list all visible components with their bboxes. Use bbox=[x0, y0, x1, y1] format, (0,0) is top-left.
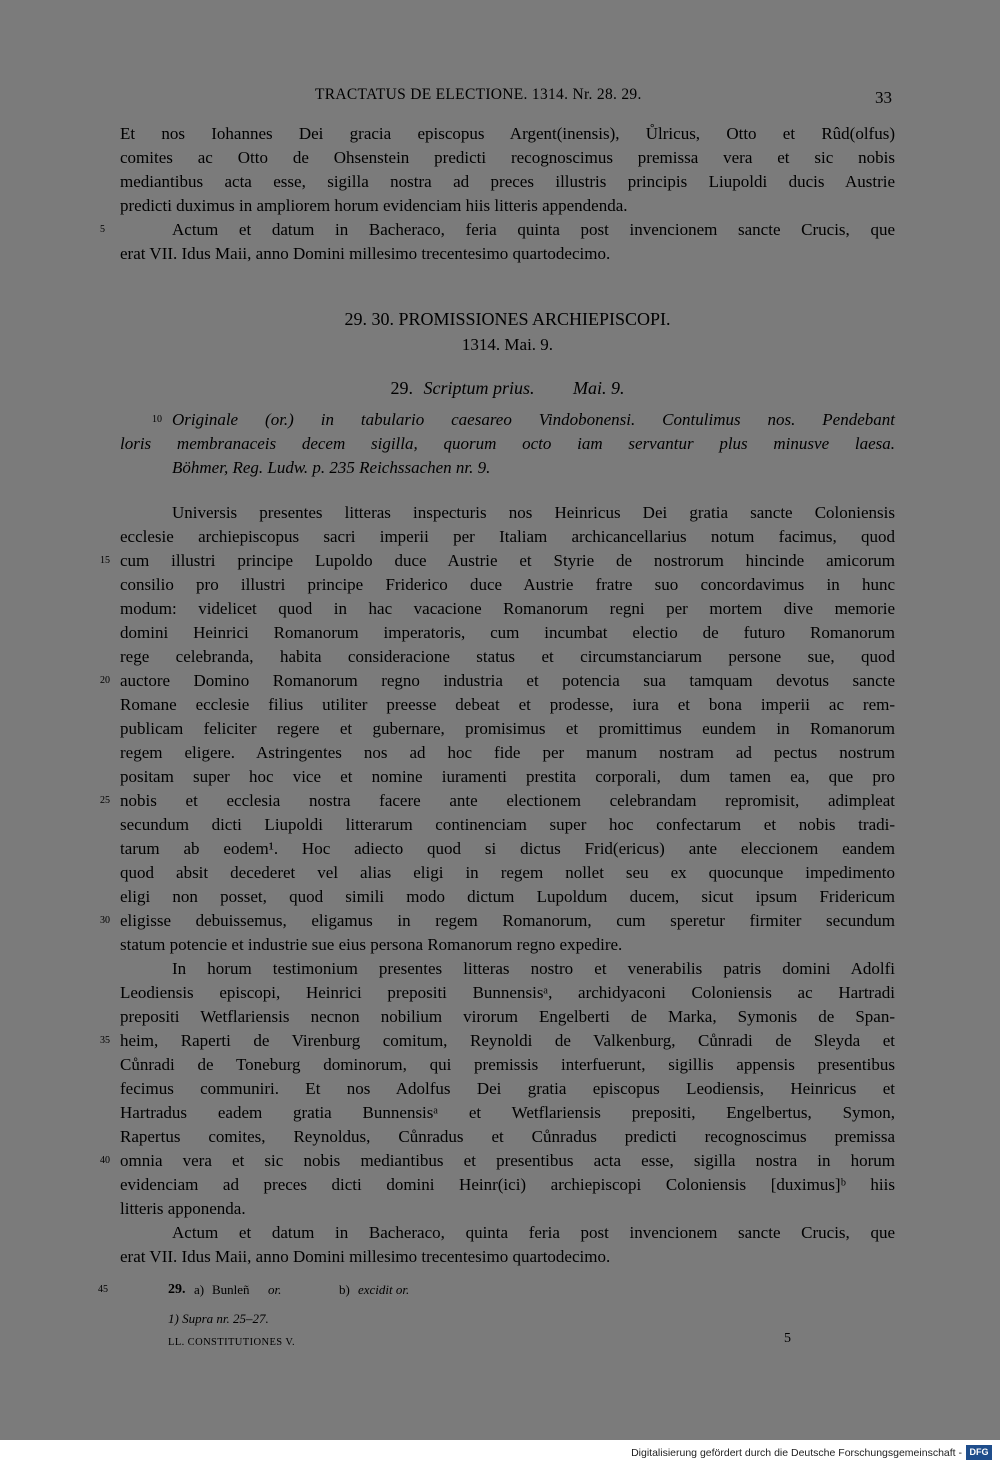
document-heading-text: Scriptum prius. bbox=[423, 378, 535, 398]
line-number: 30 bbox=[100, 915, 110, 926]
text-line-content: omnia vera et sic nobis mediantibus et presentibus acta esse, sigilla nostra in horum bbox=[120, 1151, 895, 1170]
text-line: regem eligere. Astringentes nos ad hoc fide per manum nostram ad pectus nostrum bbox=[120, 743, 895, 762]
text-line bbox=[100, 909, 895, 933]
text-line-content: heim, Raperti de Virenburg comitum, Reynoldi de Valkenburg, Cůnradi de Sleyda et bbox=[120, 1031, 895, 1050]
text-line: secundum dicti Liupoldi litterarum continenciam super hoc confectarum et nobis tradi- bbox=[120, 815, 895, 834]
text-line: domini Heinrici Romanorum imperatoris, cum incumbat electio de futuro Romanorum bbox=[120, 623, 895, 642]
text-line: Universis presentes litteras inspecturis nos Heinricus Dei gratia sancte Coloniensis bbox=[172, 503, 895, 522]
text-line-content: auctore Domino Romanorum regno industria et potencia sua tamquam devotus sancte bbox=[120, 671, 895, 690]
apparatus-a-text: Bunleñ bbox=[212, 1282, 250, 1297]
apparatus-a-source: or. bbox=[268, 1282, 282, 1297]
text-line: evidenciam ad preces dicti domini Heinr(ici) archiepiscopi Coloniensis [duximus]ᵇ hiis bbox=[120, 1175, 895, 1194]
text-line: Romane ecclesie filius utiliter preesse debeat et prodesse, iura et bona imperii ac rem- bbox=[120, 695, 895, 714]
running-header bbox=[118, 86, 898, 112]
text-line: Cůnradi de Toneburg dominorum, qui premissis interfuerunt, sigillis appensis presentibus bbox=[120, 1055, 895, 1074]
text-line: rege celebranda, habita consideracione status et circumstanciarum persone sue, quod bbox=[120, 647, 895, 666]
text-line-content: Originale (or.) in tabulario caesareo Vindobonensi. Contulimus nos. Pendebant bbox=[172, 410, 895, 429]
text-line bbox=[100, 549, 895, 573]
text-line: Hartradus eadem gratia Bunnensisᵃ et Wetflariensis prepositi, Engelbertus, Symon, bbox=[120, 1103, 895, 1122]
page-number: 33 bbox=[875, 88, 892, 107]
text-line: prepositi Wetflariensis necnon nobilium virorum Engelberti de Marka, Symonis de Span- bbox=[120, 1007, 895, 1026]
section-date: 1314. Mai. 9. bbox=[461, 335, 554, 354]
line-number: 35 bbox=[100, 1035, 110, 1046]
text-line: consilio pro illustri principe Friderico duce Austrie fratre suo concordavimus in hunc bbox=[120, 575, 895, 594]
text-line: mediantibus acta esse, sigilla nostra ad preces illustris principis Liupoldi ducis Austrie bbox=[120, 172, 895, 191]
document-body bbox=[100, 501, 895, 1269]
text-line bbox=[120, 408, 895, 432]
text-line: positam super hoc vice et nomine iuramenti prestita corporali, dum tamen ea, que pro bbox=[120, 767, 895, 786]
line-number: 20 bbox=[100, 675, 110, 686]
apparatus-number: 29. bbox=[168, 1282, 186, 1297]
text-line: fecimus communiri. Et nos Adolfus Dei gratia episcopus Leodiensis, Heinricus et bbox=[120, 1079, 895, 1098]
sheet-number: 5 bbox=[784, 1331, 791, 1346]
footnote-1: 1) Supra nr. 25–27. bbox=[168, 1311, 269, 1326]
text-line: Leodiensis episcopi, Heinrici prepositi Bunnensisᵃ, archidyaconi Coloniensis ac Hartradi bbox=[120, 983, 895, 1002]
document-heading bbox=[120, 378, 895, 399]
source-note bbox=[120, 408, 895, 480]
apparatus-b-text: excidit or. bbox=[358, 1282, 410, 1297]
line-number: 10 bbox=[152, 414, 162, 425]
text-line: predicti duximus in ampliorem horum evidenciam hiis litteris appendenda. bbox=[120, 196, 628, 215]
text-line: comites ac Otto de Ohsenstein predicti recognoscimus premissa vera et sic nobis bbox=[120, 148, 895, 167]
text-line: erat VII. Idus Maii, anno Domini millesimo trecentesimo quartodecimo. bbox=[120, 244, 611, 263]
line-number: 15 bbox=[100, 555, 110, 566]
text-line bbox=[100, 1029, 895, 1053]
text-line: tarum ab eodem¹. Hoc adiecto quod si dictus Frid(ericus) ante eleccionem eandem bbox=[120, 839, 895, 858]
text-line-content: eligisse debuissemus, eligamus in regem Romanorum, cum speretur firmiter secundum bbox=[120, 911, 895, 930]
text-line: publicam feliciter regere et gubernare, promisimus et promittimus eundem in Romanorum bbox=[120, 719, 895, 738]
text-line: erat VII. Idus Maii, anno Domini millesimo trecentesimo quartodecimo. bbox=[120, 1247, 611, 1266]
text-line: Actum et datum in Bacheraco, quinta feria post invencionem sancte Crucis, que bbox=[172, 1223, 895, 1242]
digitization-footer bbox=[0, 1440, 1000, 1467]
text-line: Et nos Iohannes Dei gracia episcopus Argent(inensis), Ůlricus, Otto et Rûd(olfus) bbox=[120, 124, 895, 143]
text-line: litteris apponenda. bbox=[120, 1199, 246, 1218]
text-line-content: nobis et ecclesia nostra facere ante electionem celebrandam repromisit, adimpleat bbox=[120, 791, 895, 810]
text-line-content: cum illustri principe Lupoldo duce Austrie et Styrie de nostrorum hincinde amicorum bbox=[120, 551, 895, 570]
text-line-content: Actum et datum in Bacheraco, feria quinta post invencionem sancte Crucis, que bbox=[172, 220, 895, 239]
text-line: modum: videlicet quod in hac vacacione Romanorum regni per mortem dive memorie bbox=[120, 599, 895, 618]
text-line: quod absit decederet vel alias eligi in regem nollet seu ex quocunque impedimento bbox=[120, 863, 895, 882]
line-number: 5 bbox=[100, 224, 105, 235]
document-number: 29. bbox=[390, 378, 413, 398]
text-line: statum potencie et industrie sue eius persona Romanorum regno expedire. bbox=[120, 935, 623, 954]
text-line: eligi non posset, quod simili modo dictum Lupoldum ducem, sicut ipsum Fridericum bbox=[120, 887, 895, 906]
running-title: TRACTATUS DE ELECTIONE. 1314. Nr. 28. 29. bbox=[315, 86, 642, 103]
volume-signature: LL. CONSTITUTIONES V. bbox=[168, 1337, 296, 1348]
apparatus-a-mark: a) bbox=[194, 1282, 205, 1297]
line-number: 25 bbox=[100, 795, 110, 806]
text-line bbox=[100, 789, 895, 813]
line-number: 45 bbox=[98, 1284, 108, 1295]
apparatus-b-mark: b) bbox=[339, 1282, 350, 1297]
funding-credit: Digitalisierung gefördert durch die Deutsche Forschungsgemeinschaft - bbox=[631, 1447, 962, 1459]
intro-paragraph bbox=[100, 122, 895, 266]
section-title: 29. 30. PROMISSIONES ARCHIEPISCOPI. bbox=[344, 309, 671, 329]
text-line bbox=[100, 1149, 895, 1173]
document-heading-date: Mai. 9. bbox=[573, 378, 625, 398]
line-number: 40 bbox=[100, 1155, 110, 1166]
text-line bbox=[100, 218, 895, 242]
dfg-logo: DFG bbox=[966, 1445, 992, 1460]
text-line: In horum testimonium presentes litteras nostro et venerabilis patris domini Adolfi bbox=[172, 959, 895, 978]
text-line: loris membranaceis decem sigilla, quorum octo iam servantur plus minusve laesa. bbox=[120, 434, 895, 453]
bibliography-line: Böhmer, Reg. Ludw. p. 235 Reichssachen nr. 9. bbox=[172, 458, 491, 477]
text-line: Rapertus comites, Reynoldus, Cůnradus et Cůnradus predicti recognoscimus premissa bbox=[120, 1127, 895, 1146]
text-line: ecclesie archiepiscopus sacri imperii per Italiam archicancellarius notum facimus, quod bbox=[120, 527, 895, 546]
text-line bbox=[100, 669, 895, 693]
apparatus-line bbox=[98, 1282, 898, 1302]
